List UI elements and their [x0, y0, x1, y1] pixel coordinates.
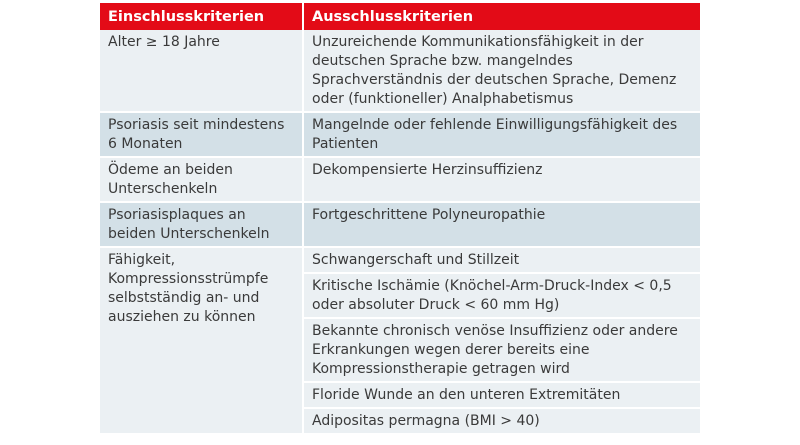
table-row [100, 202, 700, 247]
inclusion-cell: Ödeme an beiden Unterschenkeln [100, 157, 303, 202]
table-header-row [100, 3, 700, 30]
inclusion-cell: Alter ≥ 18 Jahre [100, 30, 303, 112]
exclusion-cell-group [303, 247, 700, 433]
exclusion-item: Kritische Ischämie (Knöchel-Arm-Druck-Index < 0,5 oder absoluter Druck < 60 mm Hg) [304, 274, 700, 319]
header-inclusion: Einschlusskriterien [100, 3, 303, 30]
criteria-table [100, 3, 700, 433]
exclusion-cell: Fortgeschrittene Polyneuropathie [303, 202, 700, 247]
table-row [100, 247, 700, 433]
table-row [100, 30, 700, 112]
exclusion-cell: Dekompensierte Herzinsuffizienz [303, 157, 700, 202]
header-exclusion: Ausschlusskriterien [303, 3, 700, 30]
exclusion-item: Floride Wunde an den unteren Extremitäten [304, 383, 700, 409]
exclusion-item: Adipositas permagna (BMI > 40) [312, 413, 540, 429]
exclusion-cell: Unzureichende Kommunikationsfähigkeit in der deutschen Sprache bzw. mangelndes Sprachverständnis der deutschen Sprache, Demenz oder (funktioneller) Analphabetismus [303, 30, 700, 112]
inclusion-cell: Psoriasisplaques an beiden Unterschenkeln [100, 202, 303, 247]
exclusion-item: Schwangerschaft und Stillzeit [304, 248, 700, 274]
table-row [100, 157, 700, 202]
exclusion-cell: Mangelnde oder fehlende Einwilligungsfähigkeit des Patienten [303, 112, 700, 157]
exclusion-item: Bekannte chronisch venöse Insuffizienz oder andere Erkrankungen wegen derer bereits eine Kompressionstherapie getragen wird [304, 319, 700, 383]
inclusion-cell: Fähigkeit, Kompressionsstrümpfe selbstständig an- und ausziehen zu können [100, 247, 303, 433]
criteria-table-container [100, 3, 700, 433]
inclusion-cell: Psoriasis seit mindestens 6 Monaten [100, 112, 303, 157]
table-row [100, 112, 700, 157]
